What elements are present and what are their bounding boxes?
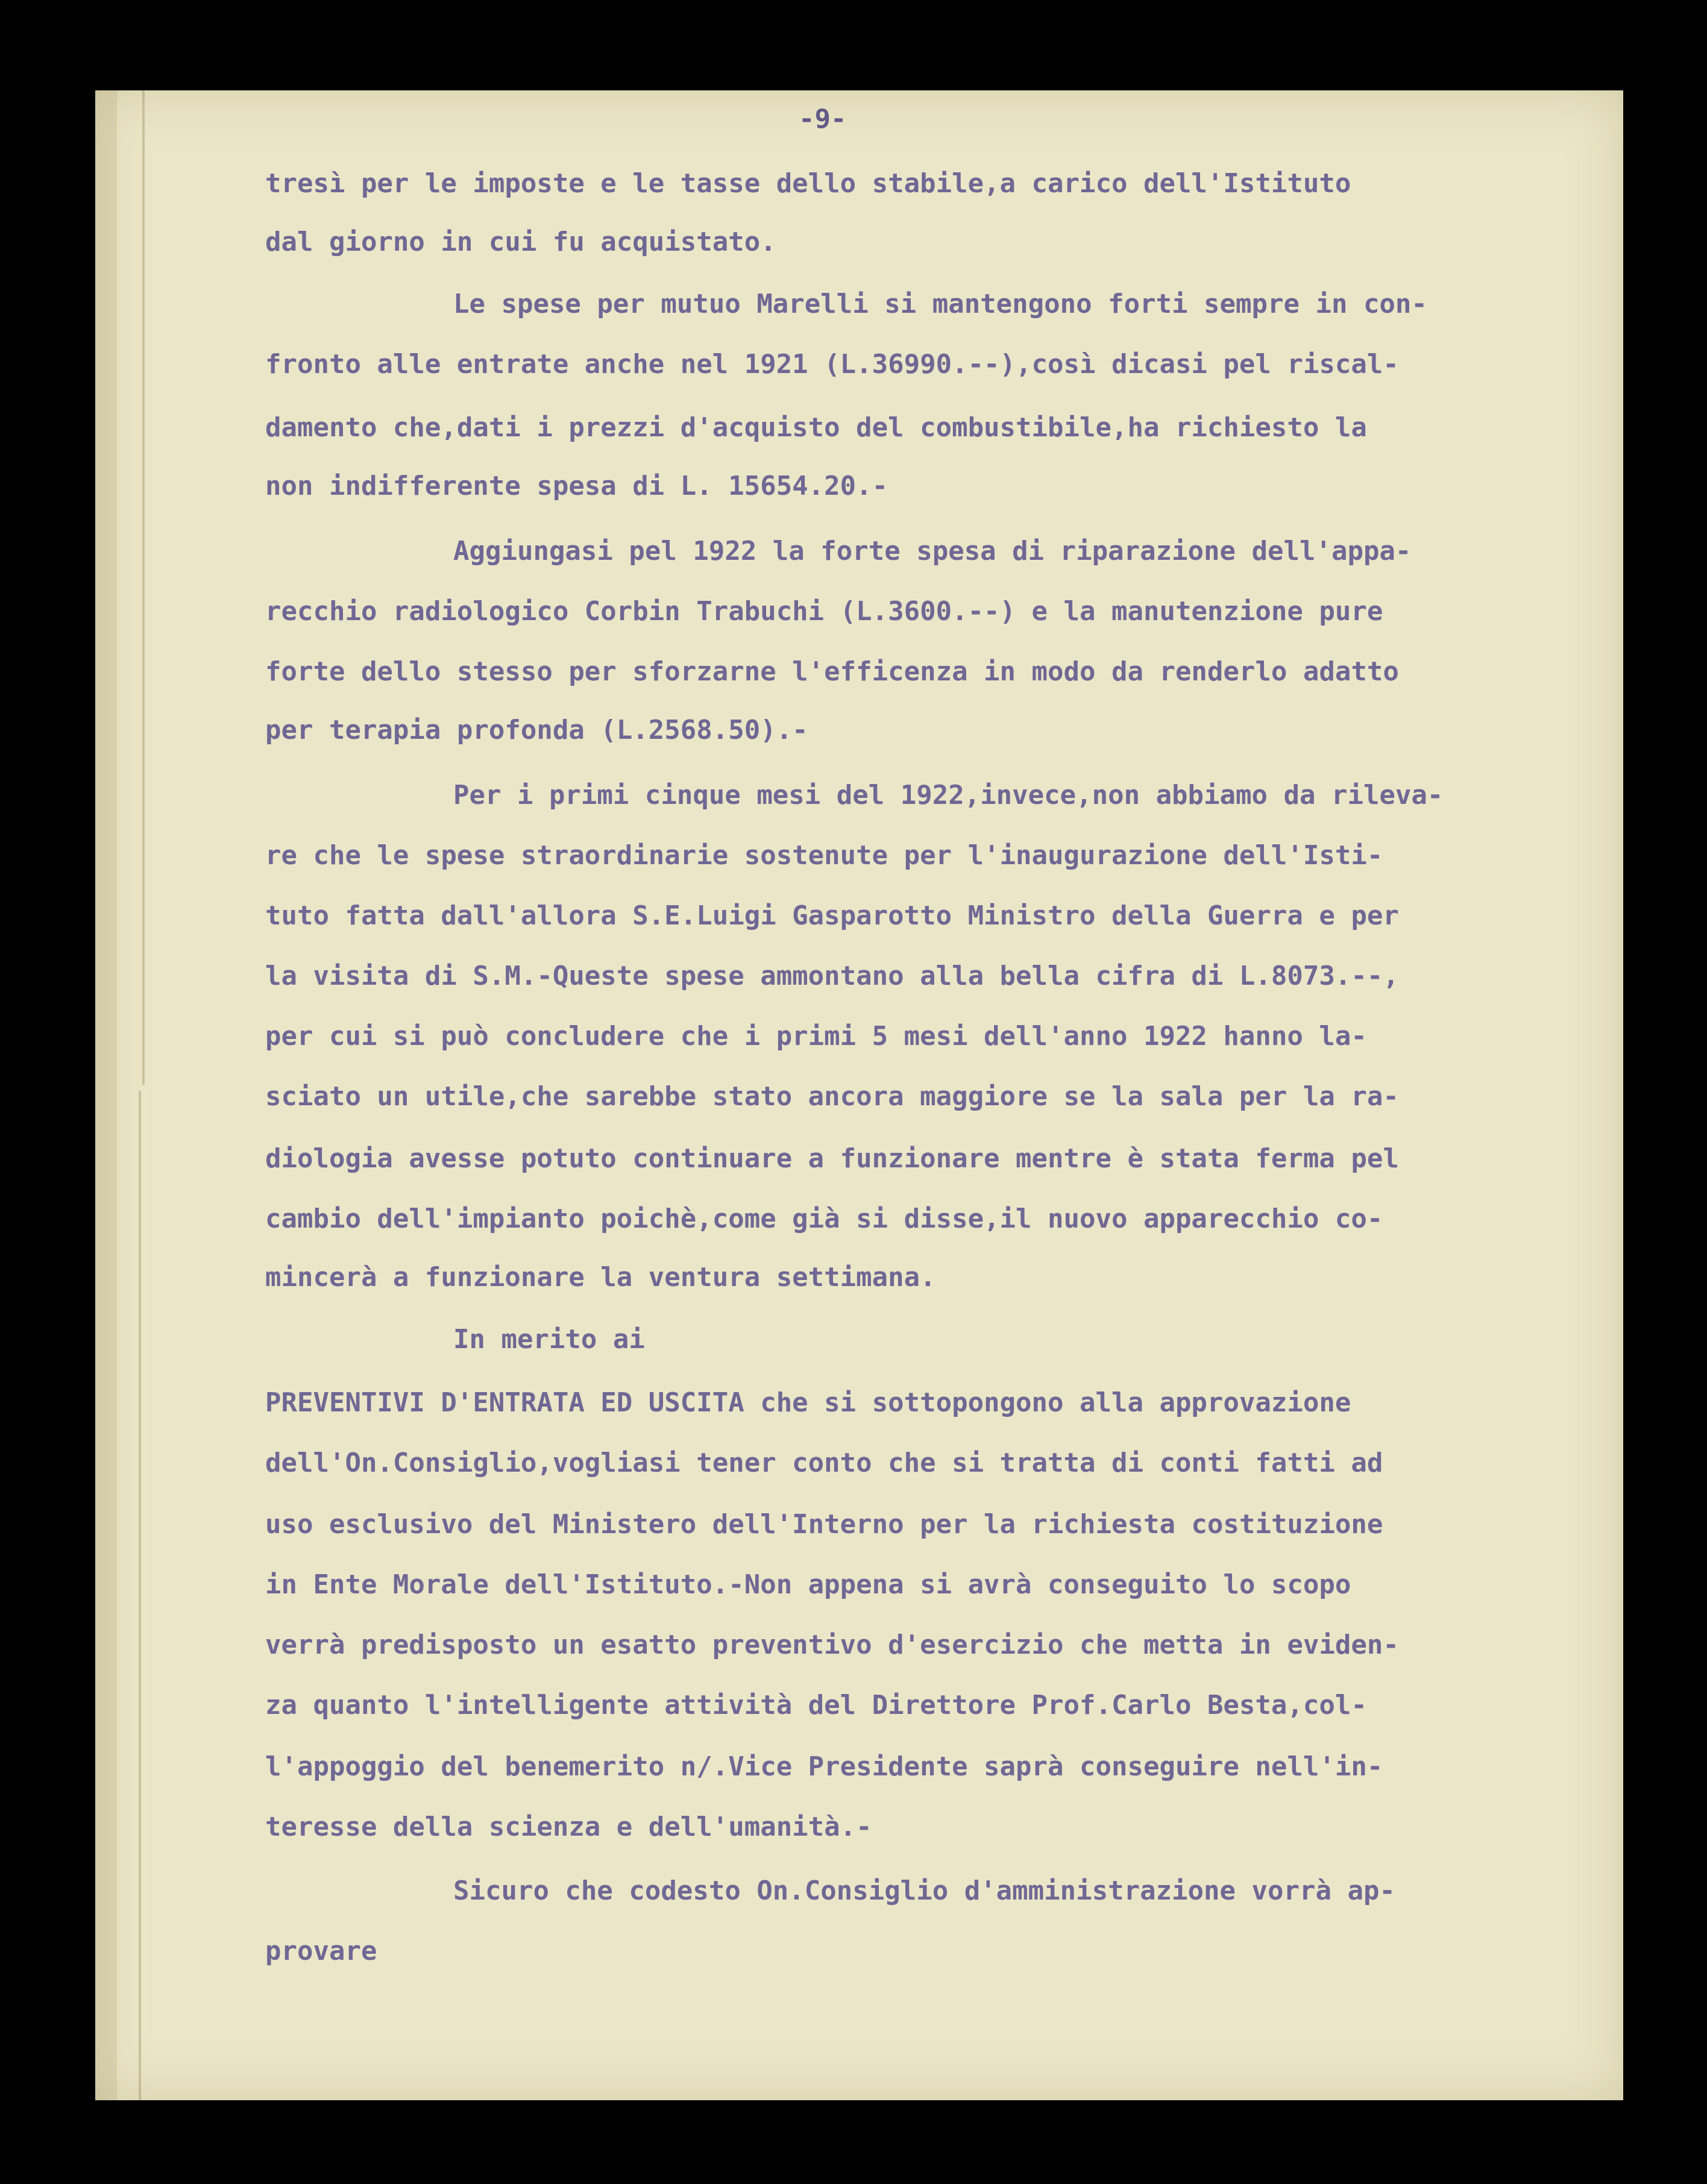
page-number: -9- bbox=[799, 104, 847, 134]
text-line: Aggiungasi pel 1922 la forte spesa di riparazione dell'appa- bbox=[453, 536, 1412, 566]
text-line: in Ente Morale dell'Istituto.-Non appena si avrà conseguito lo scopo bbox=[265, 1569, 1351, 1600]
text-line: Sicuro che codesto On.Consiglio d'amministrazione vorrà ap- bbox=[453, 1875, 1395, 1906]
text-line: Le spese per mutuo Marelli si mantengono forti sempre in con- bbox=[453, 289, 1427, 319]
text-line: l'appoggio del benemerito n/.Vice Presidente saprà conseguire nell'in- bbox=[265, 1751, 1383, 1782]
text-line: recchio radiologico Corbin Trabuchi (L.3600.--) e la manutenzione pure bbox=[265, 596, 1383, 627]
text-line: forte dello stesso per sforzarne l'efficenza in modo da renderlo adatto bbox=[265, 656, 1399, 687]
text-line: za quanto l'intelligente attività del Direttore Prof.Carlo Besta,col- bbox=[265, 1690, 1367, 1721]
text-line: dell'On.Consiglio,vogliasi tener conto che si tratta di conti fatti ad bbox=[265, 1448, 1383, 1478]
text-line: dal giorno in cui fu acquistato. bbox=[265, 227, 776, 257]
text-line: Per i primi cinque mesi del 1922,invece,non abbiamo da rileva- bbox=[453, 780, 1444, 811]
text-line: tuto fatta dall'allora S.E.Luigi Gasparotto Ministro della Guerra e per bbox=[265, 900, 1399, 931]
text-line: verrà predisposto un esatto preventivo d'esercizio che metta in eviden- bbox=[265, 1630, 1399, 1660]
text-line: uso esclusivo del Ministero dell'Interno per la richiesta costituzione bbox=[265, 1509, 1383, 1540]
text-line: damento che,dati i prezzi d'acquisto del combustibile,ha richiesto la bbox=[265, 412, 1367, 443]
text-line: teresse della scienza e dell'umanità.- bbox=[265, 1812, 872, 1842]
text-line: fronto alle entrate anche nel 1921 (L.36990.--),così dicasi pel riscal- bbox=[265, 349, 1399, 380]
text-line: mincerà a funzionare la ventura settimana. bbox=[265, 1262, 936, 1293]
text-line: In merito ai bbox=[453, 1324, 645, 1355]
text-line: cambio dell'impianto poichè,come già si disse,il nuovo apparecchio co- bbox=[265, 1203, 1383, 1234]
text-line: per terapia profonda (L.2568.50).- bbox=[265, 715, 808, 745]
text-line: re che le spese straordinarie sostenute per l'inaugurazione dell'Isti- bbox=[265, 840, 1383, 871]
text-line: per cui si può concludere che i primi 5 mesi dell'anno 1922 hanno la- bbox=[265, 1021, 1367, 1052]
text-line: provare bbox=[265, 1936, 377, 1966]
text-line: sciato un utile,che sarebbe stato ancora maggiore se la sala per la ra- bbox=[265, 1081, 1399, 1112]
text-line: tresì per le imposte e le tasse dello stabile,a carico dell'Istituto bbox=[265, 168, 1351, 199]
text-line: diologia avesse potuto continuare a funzionare mentre è stata ferma pel bbox=[265, 1143, 1399, 1174]
text-line: PREVENTIVI D'ENTRATA ED USCITA che si sottopongono alla approvazione bbox=[265, 1387, 1351, 1418]
text-line: non indifferente spesa di L. 15654.20.- bbox=[265, 471, 888, 501]
text-line: la visita di S.M.-Queste spese ammontano alla bella cifra di L.8073.--, bbox=[265, 961, 1399, 991]
